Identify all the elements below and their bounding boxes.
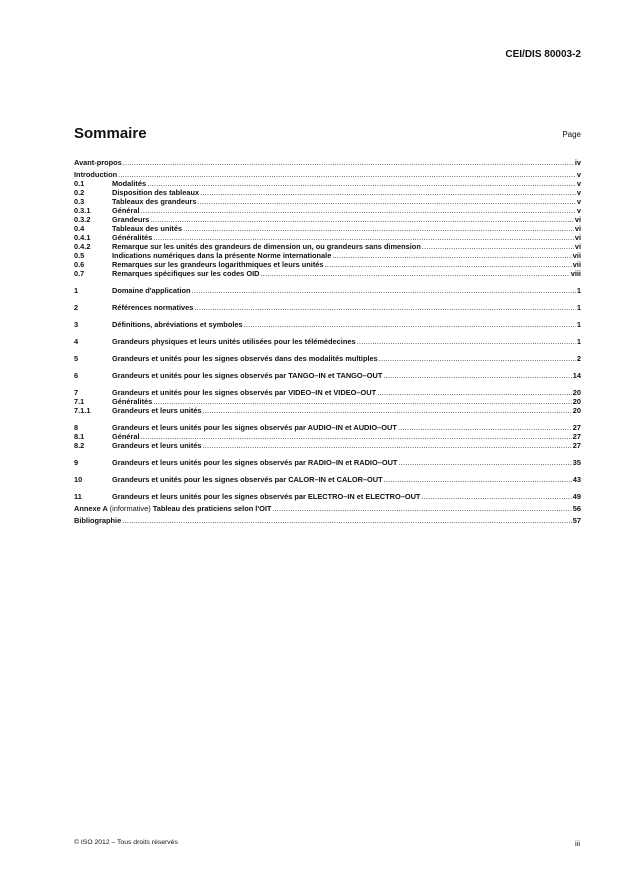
toc-entry[interactable]	[74, 269, 581, 278]
toc-entry-number: 0.3.2	[74, 215, 91, 224]
toc-entry-number: 8	[74, 423, 79, 432]
toc-entry[interactable]	[74, 215, 581, 224]
toc-entry-number: 0.7	[74, 269, 85, 278]
toc-entry-page: 2	[576, 354, 581, 363]
toc-entry-number: 6	[74, 371, 79, 380]
toc-entry[interactable]	[74, 441, 581, 450]
toc-leader-dots	[141, 206, 576, 215]
toc-entry-page: v	[576, 170, 581, 179]
toc-entry[interactable]	[74, 475, 581, 484]
page-column-label: Page	[562, 130, 581, 139]
toc-entry-number: 0.5	[74, 251, 85, 260]
toc-entry-page: vi	[574, 224, 581, 233]
toc-entry[interactable]	[74, 432, 581, 441]
footer-page-number: iii	[575, 839, 580, 848]
toc-leader-dots	[383, 371, 571, 380]
toc-leader-dots	[197, 197, 575, 206]
toc-entry-page: 35	[572, 458, 581, 467]
toc-entry-title: Grandeurs	[112, 215, 150, 224]
toc-entry-title: Indications numériques dans la présente Norme internationale	[112, 251, 332, 260]
toc-entry-page: v	[576, 197, 581, 206]
toc-entry[interactable]	[74, 388, 581, 397]
toc-entry-page: 20	[572, 406, 581, 415]
toc-entry-page: 20	[572, 397, 581, 406]
toc-entry-page: v	[576, 188, 581, 197]
toc-leader-dots	[153, 233, 574, 242]
toc-entry-page: vi	[574, 215, 581, 224]
toc-entry-title: Références normatives	[112, 303, 194, 312]
toc-leader-dots	[118, 170, 576, 179]
toc-entry[interactable]	[74, 224, 581, 233]
toc-entry-title: Grandeurs physiques et leurs unités utilisées pour les télémédecines	[112, 337, 356, 346]
toc-entry-page: 20	[572, 388, 581, 397]
toc-entry-title: Grandeurs et unités pour les signes observés dans des modalités multiples	[112, 354, 378, 363]
toc-entry-number: 5	[74, 354, 79, 363]
toc-entry-number: 0.2	[74, 188, 85, 197]
toc-entry-number: 4	[74, 337, 79, 346]
toc-entry[interactable]	[74, 286, 581, 295]
toc-entry-title: Remarques sur les grandeurs logarithmiques et leurs unités	[112, 260, 324, 269]
toc-entry-page: 1	[576, 320, 581, 329]
toc-entry-page: v	[576, 179, 581, 188]
toc-leader-dots	[153, 397, 572, 406]
toc-entry[interactable]	[74, 206, 581, 215]
toc-entry-title: Grandeurs et leurs unités pour les signes observés par RADIO–IN et RADIO–OUT	[112, 458, 398, 467]
toc-entry-title: Tableaux des unités	[112, 224, 183, 233]
toc-entry-title: Généralités	[112, 233, 153, 242]
toc-entry[interactable]	[74, 251, 581, 260]
toc-entry-title	[74, 504, 271, 513]
toc-leader-dots	[260, 269, 569, 278]
toc-entry-title: Grandeurs et leurs unités	[112, 406, 202, 415]
footer-copyright: © ISO 2012 – Tous droits réservés	[74, 839, 178, 846]
toc-entry-number: 2	[74, 303, 79, 312]
toc-entry-number: 0.4	[74, 224, 85, 233]
toc-entry-title: Modalités	[112, 179, 147, 188]
toc-entry-page: 56	[572, 504, 581, 513]
page-title: Sommaire	[74, 125, 147, 142]
toc-entry-title: Disposition des tableaux	[112, 188, 200, 197]
toc-entry[interactable]	[74, 260, 581, 269]
toc-entry-title: Général	[112, 432, 140, 441]
toc-leader-dots	[422, 242, 574, 251]
toc-entry-page: vi	[574, 242, 581, 251]
toc-entry[interactable]	[74, 179, 581, 188]
toc-entry-number: 8.1	[74, 432, 85, 441]
toc-entry-title: Avant-propos	[74, 158, 122, 167]
toc-entry-title: Général	[112, 206, 140, 215]
toc-entry-page: vi	[574, 233, 581, 242]
toc-entry-number: 0.4.1	[74, 233, 91, 242]
toc-entry-number: 0.6	[74, 260, 85, 269]
toc-leader-dots	[141, 432, 572, 441]
toc-entry[interactable]	[74, 233, 581, 242]
toc-entry-title: Grandeurs et unités pour les signes observés par VIDEO–IN et VIDEO–OUT	[112, 388, 377, 397]
toc-entry[interactable]	[74, 188, 581, 197]
toc-entry-page: 49	[572, 492, 581, 501]
toc-entry-number: 0.3	[74, 197, 85, 206]
toc-entry-title: Grandeurs et leurs unités pour les signes observés par AUDIO–IN et AUDIO–OUT	[112, 423, 397, 432]
toc-entry-page: 1	[576, 286, 581, 295]
toc-entry[interactable]	[74, 458, 581, 467]
toc-leader-dots	[183, 224, 574, 233]
toc-entry-title: Domaine d'application	[112, 286, 191, 295]
document-reference: CEI/DIS 80003-2	[505, 49, 581, 60]
toc-entry-number: 0.3.1	[74, 206, 91, 215]
toc-leader-dots	[332, 251, 571, 260]
toc-entry-title-qualifier: (informative)	[109, 504, 151, 513]
toc-entry-number: 7	[74, 388, 79, 397]
toc-leader-dots	[379, 354, 576, 363]
toc-entry-page: 57	[572, 516, 581, 525]
toc-entry[interactable]	[74, 320, 581, 329]
toc-leader-dots	[203, 406, 572, 415]
table-of-contents	[74, 158, 581, 525]
toc-entry[interactable]	[74, 337, 581, 346]
toc-leader-dots	[122, 516, 572, 525]
toc-entry-number: 0.4.2	[74, 242, 91, 251]
toc-entry[interactable]	[74, 158, 581, 167]
toc-leader-dots	[325, 260, 572, 269]
toc-entry-page: v	[576, 206, 581, 215]
toc-entry-number: 9	[74, 458, 79, 467]
toc-entry-number: 10	[74, 475, 83, 484]
toc-entry-title: Introduction	[74, 170, 118, 179]
toc-leader-dots	[194, 303, 576, 312]
toc-leader-dots	[377, 388, 572, 397]
toc-entry[interactable]	[74, 197, 581, 206]
toc-entry[interactable]	[74, 504, 581, 513]
toc-entry-number: 1	[74, 286, 79, 295]
toc-leader-dots	[357, 337, 576, 346]
toc-entry-page: 14	[572, 371, 581, 380]
toc-entry-title: Bibliographie	[74, 516, 122, 525]
toc-entry[interactable]	[74, 406, 581, 415]
toc-entry-title: Définitions, abréviations et symboles	[112, 320, 243, 329]
toc-entry-title: Grandeurs et unités pour les signes observés par TANGO–IN et TANGO–OUT	[112, 371, 383, 380]
toc-entry[interactable]	[74, 516, 581, 525]
toc-entry-page: iv	[574, 158, 581, 167]
toc-leader-dots	[203, 441, 572, 450]
toc-leader-dots	[192, 286, 576, 295]
toc-entry[interactable]	[74, 242, 581, 251]
toc-entry-page: 43	[572, 475, 581, 484]
toc-entry-title-part: Tableau des praticiens selon l'OIT	[152, 504, 272, 513]
toc-entry-title: Remarque sur les unités des grandeurs de dimension un, ou grandeurs sans dimension	[112, 242, 421, 251]
toc-entry-page: 27	[572, 432, 581, 441]
toc-leader-dots	[398, 458, 571, 467]
toc-entry[interactable]	[74, 303, 581, 312]
toc-entry-number: 11	[74, 492, 82, 501]
toc-entry-title: Grandeurs et leurs unités	[112, 441, 202, 450]
toc-entry[interactable]	[74, 371, 581, 380]
toc-entry[interactable]	[74, 170, 581, 179]
toc-leader-dots	[147, 179, 576, 188]
toc-leader-dots	[200, 188, 576, 197]
toc-entry-page: viii	[570, 269, 581, 278]
toc-entry-title: Grandeurs et leurs unités pour les signes observés par ELECTRO–IN et ELECTRO–OUT	[112, 492, 421, 501]
toc-entry-number: 3	[74, 320, 79, 329]
toc-entry[interactable]	[74, 354, 581, 363]
toc-entry[interactable]	[74, 492, 581, 501]
toc-entry[interactable]	[74, 423, 581, 432]
toc-entry-number: 0.1	[74, 179, 85, 188]
toc-entry-page: vii	[572, 260, 581, 269]
toc-leader-dots	[123, 158, 574, 167]
toc-entry-page: 27	[572, 423, 581, 432]
toc-entry-page: 27	[572, 441, 581, 450]
toc-leader-dots	[244, 320, 576, 329]
toc-entry-page: 1	[576, 337, 581, 346]
toc-entry-title: Tableaux des grandeurs	[112, 197, 197, 206]
toc-entry-title-part: Annexe A	[74, 504, 108, 513]
toc-leader-dots	[398, 423, 572, 432]
toc-entry-page: vii	[572, 251, 581, 260]
toc-entry-title: Généralités	[112, 397, 153, 406]
toc-entry-title: Grandeurs et unités pour les signes observés par CALOR–IN et CALOR–OUT	[112, 475, 383, 484]
toc-entry-title: Remarques spécifiques sur les codes OID	[112, 269, 260, 278]
toc-leader-dots	[384, 475, 572, 484]
toc-leader-dots	[421, 492, 571, 501]
toc-entry-page: 1	[576, 303, 581, 312]
toc-entry-number: 7.1.1	[74, 406, 91, 415]
toc-entry-number: 7.1	[74, 397, 85, 406]
toc-entry-number: 8.2	[74, 441, 85, 450]
toc-leader-dots	[150, 215, 573, 224]
toc-leader-dots	[272, 504, 571, 513]
toc-entry[interactable]	[74, 397, 581, 406]
